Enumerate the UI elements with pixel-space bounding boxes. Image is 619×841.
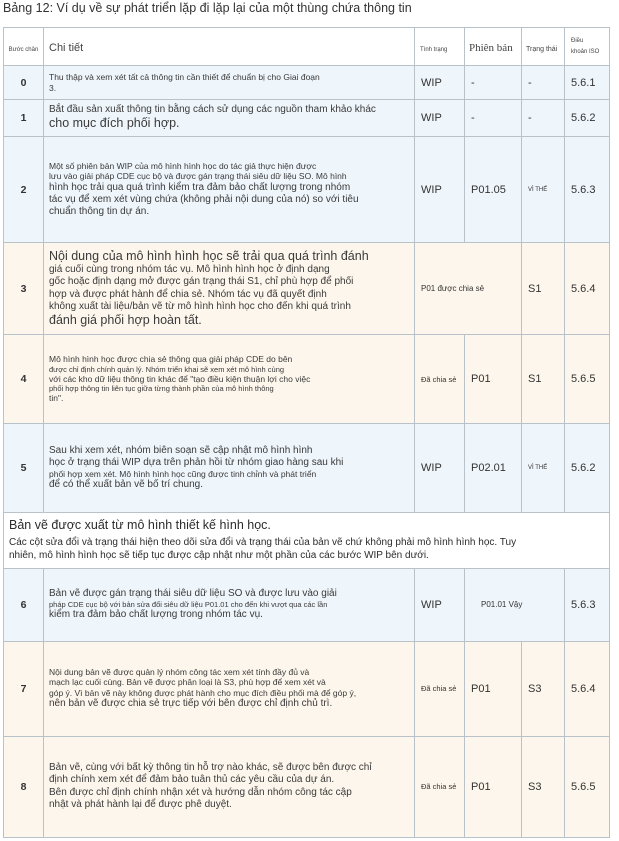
iso-cell: 5.6.1 xyxy=(565,66,610,100)
step-cell: 6 xyxy=(4,568,44,641)
iso-cell: 5.6.2 xyxy=(565,424,610,513)
status-cell: WIP xyxy=(415,100,465,137)
status-cell: WIP xyxy=(415,66,465,100)
version-cell: P01 xyxy=(465,736,522,837)
note-row xyxy=(4,513,610,569)
table-row xyxy=(4,568,610,641)
step-cell: 0 xyxy=(4,66,44,100)
state-cell: S3 xyxy=(522,736,565,837)
step-cell: 7 xyxy=(4,641,44,736)
iteration-table xyxy=(3,27,610,838)
iso-cell: 5.6.3 xyxy=(565,568,610,641)
state-cell: - xyxy=(522,100,565,137)
note-body: Các cột sửa đổi và trạng thái hiện theo dõi sửa đổi và trạng thái của bản vẽ chứ không phải mô hình hình học. Tuy nhiên, mô hình hình học sẽ tiếp tục được cập nhật như một phần của các bước WIP bên dưới. xyxy=(9,536,517,561)
state-cell: S1 xyxy=(522,335,565,424)
iso-cell: 5.6.3 xyxy=(565,137,610,243)
detail-cell: Một số phiên bản WIP của mô hình hình học do tác giả thực hiện được lưu vào giải pháp CDE cục bộ và được gán trạng thái siêu dữ liệu SO. Mô hình hình học trải qua quá trình kiểm tra đảm bảo chất lượng trong nhóm tác vụ để xem xét vùng chứa (không phải nội dung của nó) so với tiêu chuẩn thông tin dự án. xyxy=(44,137,415,243)
version-cell: P01.05 xyxy=(465,137,522,243)
status-cell: Đã chia sẻ xyxy=(415,641,465,736)
version-cell: P01 xyxy=(465,335,522,424)
version-cell: P01 xyxy=(465,641,522,736)
state-cell: S3 xyxy=(522,641,565,736)
table-row xyxy=(4,335,610,424)
step-cell: 8 xyxy=(4,736,44,837)
state-cell: S1 xyxy=(522,243,565,335)
step-cell: 4 xyxy=(4,335,44,424)
step-cell: 5 xyxy=(4,424,44,513)
header-step: Bước chân xyxy=(4,28,44,66)
status-cell: Đã chia sẻ xyxy=(415,736,465,837)
table-row xyxy=(4,243,610,335)
iso-cell: 5.6.4 xyxy=(565,243,610,335)
step-cell: 2 xyxy=(4,137,44,243)
table-row xyxy=(4,66,610,100)
header-row xyxy=(4,28,610,66)
header-version: Phiên bản xyxy=(465,28,522,66)
state-cell: - xyxy=(522,66,565,100)
version-cell: P01.01 Vậy xyxy=(465,568,565,641)
status-cell: WIP xyxy=(415,137,465,243)
status-cell: WIP xyxy=(415,424,465,513)
header-state: Trạng thái xyxy=(522,28,565,66)
detail-cell: Bắt đầu sản xuất thông tin bằng cách sử dụng các nguồn tham khảo khác cho mục đích phối hợp. xyxy=(44,100,415,137)
status-cell: WIP xyxy=(415,568,465,641)
version-cell: P02.01 xyxy=(465,424,522,513)
iso-cell: 5.6.4 xyxy=(565,641,610,736)
status-cell: Đã chia sẻ xyxy=(415,335,465,424)
detail-cell: Nội dung bản vẽ được quản lý nhóm công tác xem xét tính đầy đủ và mạch lạc cuối cùng. Bản vẽ được phân loại là S3, phù hợp để xem xét và góp ý. Vì bản vẽ này không được phát hành cho mục đích điều phối mà để góp ý, nên bản vẽ được chia sẻ trực tiếp với bên được chỉ định chủ trì. xyxy=(44,641,415,736)
detail-cell: Nội dung của mô hình hình học sẽ trải qua quá trình đánh giá cuối cùng trong nhóm tác vụ. Mô hình hình học ở định dạng gốc hoặc định dạng mở được gán trạng thái S1, chỉ phù hợp để phối hợp và được phát hành để chia sẻ. Nhóm tác vụ đã quyết định không xuất tài liệu/bản vẽ từ mô hình hình học cho đến khi quá trình đánh giá phối hợp hoàn tất. xyxy=(44,243,415,335)
state-cell: VÌ THẾ xyxy=(522,424,565,513)
header-iso: Điều khoản ISO xyxy=(565,28,610,66)
detail-cell: Bản vẽ, cùng với bất kỳ thông tin hỗ trợ nào khác, sẽ được bên được chỉ định chính xem xét để đảm bảo tuân thủ các yêu cầu của dự án. Bên được chỉ định chính nhận xét và hướng dẫn nhóm công tác cập nhật và phát hành lại để được phê duyệt. xyxy=(44,736,415,837)
table-row xyxy=(4,641,610,736)
state-cell: VÌ THẾ xyxy=(522,137,565,243)
step-cell: 1 xyxy=(4,100,44,137)
header-detail: Chi tiết xyxy=(44,28,415,66)
table-row xyxy=(4,736,610,837)
version-cell: - xyxy=(465,66,522,100)
version-cell: - xyxy=(465,100,522,137)
iso-cell: 5.6.2 xyxy=(565,100,610,137)
header-status: Tình trạng xyxy=(415,28,465,66)
detail-cell: Sau khi xem xét, nhóm biên soạn sẽ cập nhật mô hình hình học ở trạng thái WIP dựa trên phản hồi từ nhóm giao hàng sau khi phối hợp xem xét. Mô hình hình học cũng được tinh chỉnh và phát triển để có thể xuất bản vẽ bố trí chung. xyxy=(44,424,415,513)
table-row xyxy=(4,100,610,137)
status-cell: P01 được chia sẻ xyxy=(415,243,522,335)
step-cell: 3 xyxy=(4,243,44,335)
detail-cell: Thu thập và xem xét tất cả thông tin cần thiết để chuẩn bị cho Giai đoạn 3. xyxy=(44,66,415,100)
iso-cell: 5.6.5 xyxy=(565,335,610,424)
table-row xyxy=(4,137,610,243)
table-row xyxy=(4,424,610,513)
note-title: Bản vẽ được xuất từ mô hình thiết kế hình học. xyxy=(9,518,271,532)
detail-cell: Mô hình hình học được chia sẻ thông qua giải pháp CDE do bên được chỉ định chính quản lý. Nhóm triển khai sẽ xem xét mô hình cùng với các kho dữ liệu thông tin khác để "tạo điều kiện thuận lợi cho việc phối hợp thông tin liên tục giữa từng thành phần của mô hình thông tin". xyxy=(44,335,415,424)
note-cell xyxy=(4,513,610,569)
iso-cell: 5.6.5 xyxy=(565,736,610,837)
table-caption: Bảng 12: Ví dụ về sự phát triển lặp đi lặp lại của một thùng chứa thông tin xyxy=(3,1,412,15)
detail-cell: Bản vẽ được gán trạng thái siêu dữ liệu SO và được lưu vào giải pháp CDE cục bộ với bản sửa đổi siêu dữ liệu P01.01 cho đến khi vượt qua các lần kiểm tra đảm bảo chất lượng trong nhóm tác vụ. xyxy=(44,568,415,641)
